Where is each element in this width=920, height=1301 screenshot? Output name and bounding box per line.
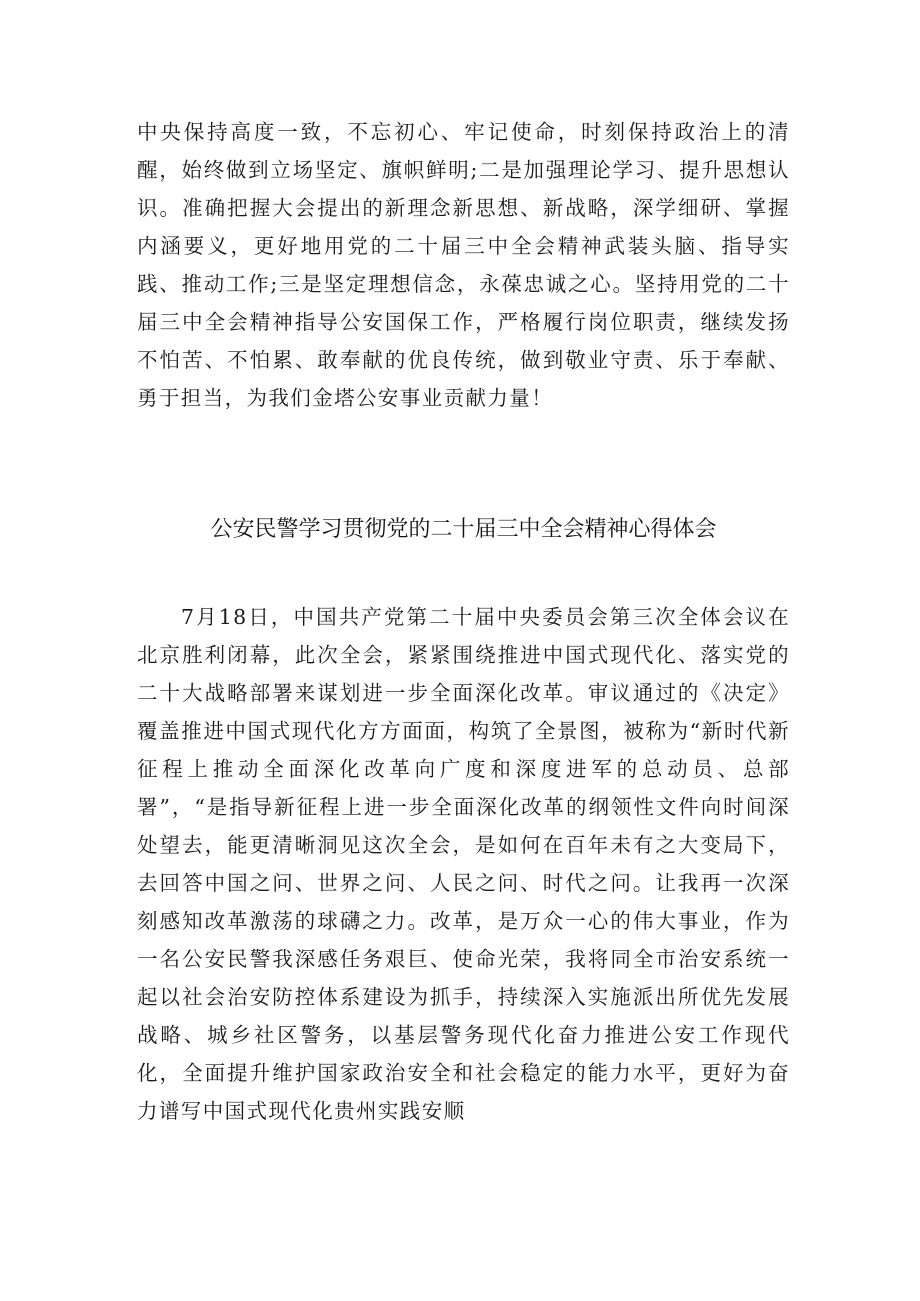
article-heading: 公安民警学习贯彻党的二十届三中全会精神心得体会 <box>210 517 717 542</box>
continued-paragraph: 中央保持高度一致，不忘初心、牢记使命，时刻保持政治上的清醒，始终做到立场坚定、旗帜鲜明;二是加强理论学习、提升思想认识。准确把握大会提出的新理念新思想、新战略，深学细研、掌握内涵要义，更好地用党的二十届三中全会精神武装头脑、指导实践、推动工作;三是坚定理想信念，永葆忠诚之心。坚持用党的二十届三中全会精神指导公安国保工作，严格履行岗位职责，继续发扬不怕苦、不怕累、敢奉献的优良传统，做到敬业守责、乐于奉献、勇于担当，为我们金塔公安事业贡献力量！ <box>137 120 790 410</box>
main-paragraph: 7月18日，中国共产党第二十届中央委员会第三次全体会议在北京胜利闭幕，此次全会，紧紧围绕推进中国式现代化、落实党的二十大战略部署来谋划进一步全面深化改革。审议通过的《决定》覆盖推进中国式现代化方方面面，构筑了全景图，被称为“新时代新征程上推动全面深化改革向广度和深度进军的总动员、总部署”，“是指导新征程上进一步全面深化改革的纲领性文件向时间深处望去，能更清晰洞见这次全会，是如何在百年未有之大变局下，去回答中国之问、世界之问、人民之问、时代之问。让我再一次深刻感知改革激荡的球礴之力。改革，是万众一心的伟大事业，作为一名公安民警我深感任务艰巨、使命光荣，我将同全市治安系统一起以社会治安防控体系建设为抓手，持续深入实施派出所优先发展战略、城乡社区警务，以基层警务现代化奋力推进公安工作现代化，全面提升维护国家政治安全和社会稳定的能力水平，更好为奋力谱写中国式现代化贵州实践安顺 <box>137 605 790 1123</box>
